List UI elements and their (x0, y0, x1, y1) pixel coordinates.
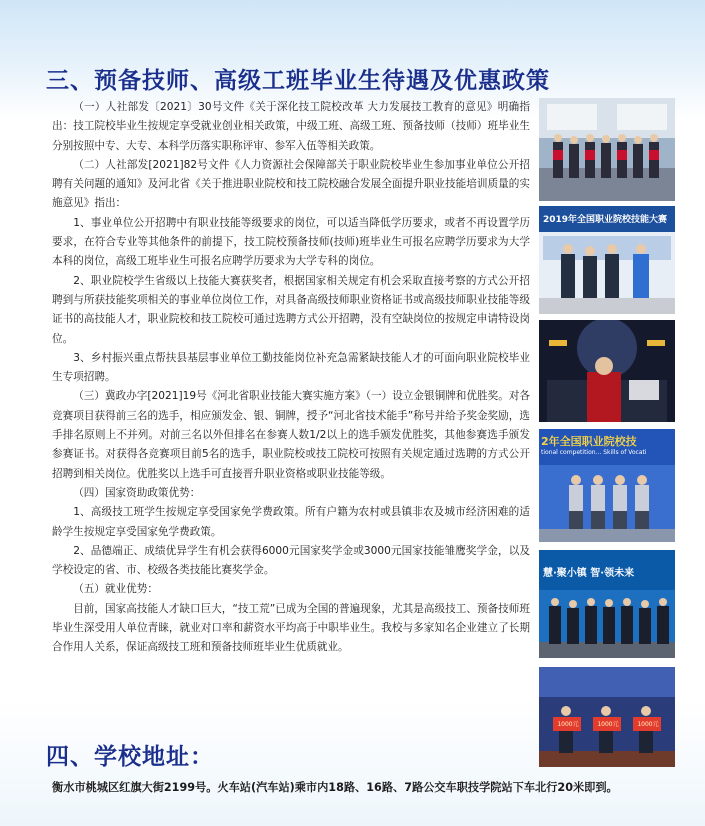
competition-banner-text: 2019年全国职业院校技能大赛 (543, 215, 668, 225)
paragraph: （五）就业优势： (73, 583, 158, 596)
award-card: 1000元 (637, 721, 659, 728)
paragraph: 3、乡村振兴重点帮扶县基层事业单位工勤技能岗位补充急需紧缺技能人才的可面向职业院校毕业生专项招聘。 (52, 351, 530, 384)
photo-scholarship-award (539, 667, 675, 767)
photo-classroom-group (539, 98, 675, 201)
photo-smart-town (539, 550, 675, 658)
paragraph: （一）人社部发〔2021〕30号文件《关于深化技工院校改革 大力发展技工教育的意见》明确指出：技工院校毕业生按规定享受就业创业相关政策，中级工班、高级工班、预备技师（技师）班毕业生分别按照中专、大专、本科学历落实职称评审、参军入伍等相关政策。 (52, 101, 530, 152)
photo-2019-competition (539, 206, 675, 314)
photo-award-stage (539, 320, 675, 422)
paragraph: 2、职业院校学生省级以上技能大赛获奖者，根据国家相关规定有机会采取直接考察的方式公开招聘到与所获技能奖项相关的事业单位岗位工作，对具备高级技师职业资格证书或高级技师职业技能等级证书的高技能人才，职业院校和技工院校可通过选聘方式公开招聘，没有空缺岗位的按规定申请特设岗位。 (52, 274, 530, 345)
paragraph: 目前，国家高技能人才缺口巨大，“技工荒”已成为全国的普遍现象，尤其是高级技工、预备技师班毕业生深受用人单位青睐，就业对口率和薪资水平均高于中职毕业生。我校与多家知名企业建立了长期合作用人关系，保证高级技工班和预备技师班毕业生优质就业。 (52, 602, 530, 654)
paragraph: 1、事业单位公开招聘中有职业技能等级要求的岗位，可以适当降低学历要求，或者不再设置学历要求，在符合专业等其他条件的前提下，技工院校预备技师(技师)班毕业生可报名应聘学历要求为大学本科的岗位，高级工班毕业生可报名应聘学历要求为大学专科的岗位。 (52, 216, 530, 268)
section-3-body (52, 98, 530, 658)
section-3-heading: 三、预备技师、高级工班毕业生待遇及优惠政策 (46, 68, 550, 94)
smart-town-banner: 慧·聚小镇 智·领未来 (543, 568, 635, 579)
photo-national-competition (539, 429, 675, 542)
paragraph: （四）国家资助政策优势： (73, 486, 201, 499)
award-card: 1000元 (557, 721, 579, 728)
section-4-heading: 四、学校地址： (46, 744, 214, 770)
national-competition-subtitle: tional competition... Skills of Vocati (541, 449, 647, 456)
national-competition-banner: 2年全国职业院校技 (541, 435, 637, 448)
school-address: 衡水市桃城区红旗大街2199号。火车站(汽车站)乘市内18路、16路、7路公交车职技学院站下车北行20米即到。 (52, 781, 618, 794)
paragraph: （二）人社部发[2021]82号文件《人力资源社会保障部关于职业院校毕业生参加事业单位公开招聘有关问题的通知》及河北省《关于推进职业院校和技工院校融合发展全面提升职业技能培训质量的实施意见》指出： (52, 158, 530, 210)
paragraph: 2、品德端正、成绩优异学生有机会获得6000元国家奖学金或3000元国家技能雏鹰奖学金，以及学校设定的省、市、校级各类技能比赛奖学金。 (52, 544, 530, 577)
paragraph: （三）冀政办字[2021]19号《河北省职业技能大赛实施方案》（一）设立金银铜牌和优胜奖。对各竞赛项目获得前三名的选手，相应颁发金、银、铜牌，授予“河北省技术能手”称号并给予奖金奖励，选手排名原则上不并列。对前三名以外但排名在参赛人数1/2以上的选手颁发优胜奖，其他参赛选手颁发参赛证书。对获得各竞赛项目前5名的选手，职业院校或技工院校可按照有关规定通过选聘的方式公开招聘到相关岗位。优胜奖以上选手可直接晋升职业资格或职业技能等级。 (52, 390, 530, 480)
paragraph: 1、高级技工班学生按规定享受国家免学费政策。所有户籍为农村或县镇非农及城市经济困难的适龄学生按规定享受国家免学费政策。 (52, 506, 530, 538)
award-card: 1000元 (597, 721, 619, 728)
